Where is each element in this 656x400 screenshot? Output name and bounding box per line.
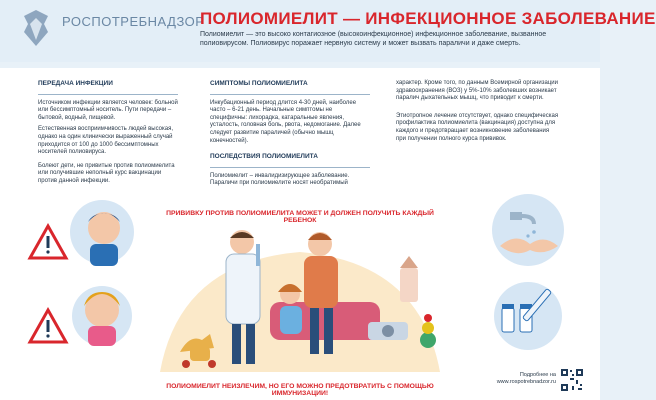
vaccination-banner: ПРИВИВКУ ПРОТИВ ПОЛИОМИЕЛИТА МОЖЕТ И ДОЛЖЕН ПОЛУЧИТЬ КАЖДЫЙ РЕБЕНОК	[166, 210, 434, 224]
page-title: ПОЛИОМИЕЛИТ — ИНФЕКЦИОННОЕ ЗАБОЛЕВАНИЕ	[200, 9, 656, 28]
footer-slogan: ПОЛИОМИЕЛИТ НЕИЗЛЕЧИМ, НО ЕГО МОЖНО ПРЕДОТВРАТИТЬ С ПОМОЩЬЮ ИММУНИЗАЦИИ!	[166, 383, 434, 397]
right-column	[396, 80, 560, 147]
symptoms-heading: СИМПТОМЫ ПОЛИОМИЕЛИТА	[210, 80, 308, 87]
transmission-heading: ПЕРЕДАЧА ИНФЕКЦИИ	[38, 80, 113, 87]
qr-code-icon[interactable]	[560, 368, 584, 392]
right-p2: Этиотропное лечение отсутствует, однако специфическая профилактика полиомиелита (вакцинация) доступна для каждого и предотвращает возникновение заболевания при получении полного курса прививок.	[396, 112, 559, 142]
transmission-p2: Естественная восприимчивость людей высокая, однако на один клинически выраженный случай приходится от 100 до 1000 бессимптомных носителей полиовируса.	[38, 126, 174, 156]
divider	[38, 94, 178, 95]
header	[0, 0, 656, 62]
family-vaccination-illustration	[150, 222, 450, 372]
divider	[210, 167, 370, 168]
consequences-heading: ПОСЛЕДСТВИЯ ПОЛИОМИЕЛИТА	[210, 153, 318, 161]
site-link[interactable]: www.rospotrebnadzor.ru	[496, 379, 556, 385]
consequences-p1: Полиомиелит – инвалидизирующее заболевание. Параличи при полиомиелите носят необратимый	[210, 172, 350, 187]
symptoms-section	[210, 80, 370, 192]
symptoms-p1: Инкубационный период длится 4-30 дней, наиболее часто – 6-21 день. Начальные симптомы не специфичны: лихорадка, катаральные явления, усталость, головная боль, рвота, недомогание. Далее следует развитие параличей (обычно мышц конечностей).	[210, 99, 361, 144]
transmission-p3: Болеют дети, не привитые против полиомиелита или получившие неполный курс вакцинации против данной инфекции.	[38, 162, 175, 184]
sick-children-illustration	[30, 196, 140, 366]
page-subtitle: Полиомиелит — это высоко контагиозное (высокоинфекционное) инфекционное заболевание, вызванное полиовирусом. Полиовирус поражает нервную систему и может вызвать параличи и даже смерть.	[200, 31, 547, 47]
rospotrebnadzor-emblem-icon	[18, 6, 54, 50]
divider	[210, 94, 370, 95]
transmission-section	[38, 80, 178, 190]
more-label: Подробнее на	[519, 372, 556, 378]
more-info	[478, 372, 556, 386]
hygiene-and-vaccine-illustration	[470, 190, 580, 360]
transmission-p1: Источником инфекции является человек: больной или бессимптомный носитель. Пути передачи – бытовой, водный, пищевой.	[38, 99, 178, 121]
right-p1: характер. Кроме того, по данным Всемирной организации здравоохранения (ВОЗ) у 5%-10% заболевших возникает паралич дыхательных мышц, что приводит к смерти.	[396, 80, 558, 102]
org-name: РОСПОТРЕБНАДЗОР	[62, 14, 205, 29]
